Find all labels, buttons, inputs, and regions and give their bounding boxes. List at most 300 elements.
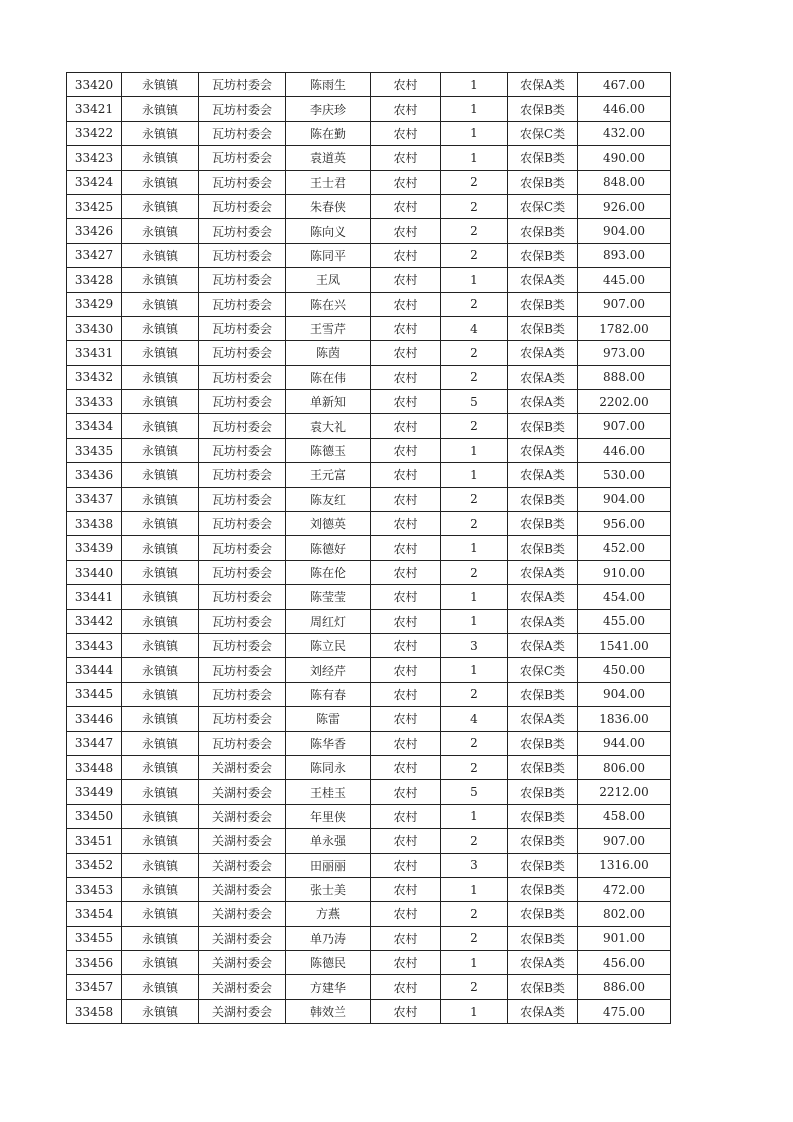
name-cell: 陈莹莹 (286, 585, 371, 609)
category-cell: 农保A类 (508, 633, 578, 657)
id-cell: 33442 (67, 609, 122, 633)
town-cell: 永镇镇 (122, 170, 199, 194)
household-size-cell: 1 (441, 268, 508, 292)
id-cell: 33446 (67, 707, 122, 731)
table-row (67, 146, 671, 170)
table-row (67, 438, 671, 462)
category-cell: 农保B类 (508, 536, 578, 560)
name-cell: 陈在勤 (286, 121, 371, 145)
name-cell: 陈华香 (286, 731, 371, 755)
name-cell: 王凤 (286, 268, 371, 292)
id-cell: 33455 (67, 926, 122, 950)
table-row (67, 194, 671, 218)
id-cell: 33438 (67, 512, 122, 536)
category-cell: 农保B类 (508, 512, 578, 536)
town-cell: 永镇镇 (122, 829, 199, 853)
area-type-cell: 农村 (371, 121, 441, 145)
town-cell: 永镇镇 (122, 438, 199, 462)
area-type-cell: 农村 (371, 268, 441, 292)
amount-cell: 907.00 (578, 414, 671, 438)
name-cell: 韩效兰 (286, 999, 371, 1023)
table-row (67, 853, 671, 877)
table-row (67, 487, 671, 511)
id-cell: 33432 (67, 365, 122, 389)
table-row (67, 926, 671, 950)
id-cell: 33451 (67, 829, 122, 853)
table-row (67, 975, 671, 999)
amount-cell: 454.00 (578, 585, 671, 609)
amount-cell: 806.00 (578, 755, 671, 779)
household-size-cell: 2 (441, 219, 508, 243)
household-size-cell: 2 (441, 902, 508, 926)
name-cell: 陈雷 (286, 707, 371, 731)
category-cell: 农保B类 (508, 414, 578, 438)
village-cell: 关湖村委会 (199, 853, 286, 877)
area-type-cell: 农村 (371, 438, 441, 462)
id-cell: 33424 (67, 170, 122, 194)
area-type-cell: 农村 (371, 877, 441, 901)
amount-cell: 802.00 (578, 902, 671, 926)
village-cell: 关湖村委会 (199, 804, 286, 828)
id-cell: 33425 (67, 194, 122, 218)
area-type-cell: 农村 (371, 609, 441, 633)
table-row (67, 951, 671, 975)
household-size-cell: 2 (441, 414, 508, 438)
table-row (67, 341, 671, 365)
household-size-cell: 4 (441, 316, 508, 340)
id-cell: 33420 (67, 73, 122, 97)
village-cell: 瓦坊村委会 (199, 609, 286, 633)
id-cell: 33426 (67, 219, 122, 243)
category-cell: 农保B类 (508, 219, 578, 243)
name-cell: 王士君 (286, 170, 371, 194)
village-cell: 瓦坊村委会 (199, 682, 286, 706)
id-cell: 33456 (67, 951, 122, 975)
name-cell: 陈同永 (286, 755, 371, 779)
village-cell: 关湖村委会 (199, 951, 286, 975)
amount-cell: 458.00 (578, 804, 671, 828)
village-cell: 关湖村委会 (199, 755, 286, 779)
household-size-cell: 3 (441, 633, 508, 657)
amount-cell: 904.00 (578, 682, 671, 706)
amount-cell: 886.00 (578, 975, 671, 999)
table-row (67, 292, 671, 316)
area-type-cell: 农村 (371, 853, 441, 877)
household-size-cell: 2 (441, 341, 508, 365)
town-cell: 永镇镇 (122, 121, 199, 145)
id-cell: 33444 (67, 658, 122, 682)
village-cell: 关湖村委会 (199, 902, 286, 926)
category-cell: 农保C类 (508, 121, 578, 145)
id-cell: 33436 (67, 463, 122, 487)
category-cell: 农保A类 (508, 463, 578, 487)
household-size-cell: 1 (441, 463, 508, 487)
table-row (67, 682, 671, 706)
id-cell: 33457 (67, 975, 122, 999)
household-size-cell: 3 (441, 853, 508, 877)
household-size-cell: 2 (441, 975, 508, 999)
name-cell: 王雪芹 (286, 316, 371, 340)
category-cell: 农保C类 (508, 658, 578, 682)
household-size-cell: 2 (441, 487, 508, 511)
id-cell: 33429 (67, 292, 122, 316)
area-type-cell: 农村 (371, 804, 441, 828)
category-cell: 农保B类 (508, 243, 578, 267)
town-cell: 永镇镇 (122, 512, 199, 536)
id-cell: 33427 (67, 243, 122, 267)
town-cell: 永镇镇 (122, 877, 199, 901)
town-cell: 永镇镇 (122, 853, 199, 877)
name-cell: 陈向义 (286, 219, 371, 243)
village-cell: 瓦坊村委会 (199, 707, 286, 731)
area-type-cell: 农村 (371, 463, 441, 487)
amount-cell: 432.00 (578, 121, 671, 145)
name-cell: 袁道英 (286, 146, 371, 170)
amount-cell: 456.00 (578, 951, 671, 975)
area-type-cell: 农村 (371, 365, 441, 389)
area-type-cell: 农村 (371, 97, 441, 121)
village-cell: 瓦坊村委会 (199, 219, 286, 243)
area-type-cell: 农村 (371, 512, 441, 536)
area-type-cell: 农村 (371, 975, 441, 999)
category-cell: 农保A类 (508, 585, 578, 609)
amount-cell: 944.00 (578, 731, 671, 755)
village-cell: 瓦坊村委会 (199, 121, 286, 145)
name-cell: 陈友红 (286, 487, 371, 511)
town-cell: 永镇镇 (122, 682, 199, 706)
village-cell: 瓦坊村委会 (199, 365, 286, 389)
town-cell: 永镇镇 (122, 194, 199, 218)
category-cell: 农保B类 (508, 804, 578, 828)
area-type-cell: 农村 (371, 682, 441, 706)
area-type-cell: 农村 (371, 316, 441, 340)
town-cell: 永镇镇 (122, 219, 199, 243)
amount-cell: 893.00 (578, 243, 671, 267)
table-row (67, 414, 671, 438)
name-cell: 陈德民 (286, 951, 371, 975)
id-cell: 33445 (67, 682, 122, 706)
table-row (67, 780, 671, 804)
household-size-cell: 1 (441, 999, 508, 1023)
name-cell: 方建华 (286, 975, 371, 999)
area-type-cell: 农村 (371, 755, 441, 779)
id-cell: 33443 (67, 633, 122, 657)
category-cell: 农保B类 (508, 316, 578, 340)
village-cell: 瓦坊村委会 (199, 73, 286, 97)
table-row (67, 219, 671, 243)
town-cell: 永镇镇 (122, 146, 199, 170)
village-cell: 瓦坊村委会 (199, 146, 286, 170)
village-cell: 关湖村委会 (199, 829, 286, 853)
name-cell: 陈立民 (286, 633, 371, 657)
name-cell: 袁大礼 (286, 414, 371, 438)
town-cell: 永镇镇 (122, 658, 199, 682)
category-cell: 农保B类 (508, 780, 578, 804)
amount-cell: 907.00 (578, 829, 671, 853)
household-size-cell: 1 (441, 804, 508, 828)
town-cell: 永镇镇 (122, 316, 199, 340)
table-row (67, 999, 671, 1023)
id-cell: 33421 (67, 97, 122, 121)
town-cell: 永镇镇 (122, 755, 199, 779)
name-cell: 陈在伦 (286, 560, 371, 584)
town-cell: 永镇镇 (122, 292, 199, 316)
household-size-cell: 1 (441, 877, 508, 901)
id-cell: 33449 (67, 780, 122, 804)
name-cell: 陈同平 (286, 243, 371, 267)
area-type-cell: 农村 (371, 146, 441, 170)
town-cell: 永镇镇 (122, 780, 199, 804)
name-cell: 王桂玉 (286, 780, 371, 804)
id-cell: 33440 (67, 560, 122, 584)
household-size-cell: 2 (441, 755, 508, 779)
amount-cell: 910.00 (578, 560, 671, 584)
town-cell: 永镇镇 (122, 926, 199, 950)
town-cell: 永镇镇 (122, 414, 199, 438)
table-row (67, 707, 671, 731)
household-size-cell: 1 (441, 146, 508, 170)
name-cell: 陈有春 (286, 682, 371, 706)
household-size-cell: 2 (441, 731, 508, 755)
category-cell: 农保B类 (508, 853, 578, 877)
village-cell: 瓦坊村委会 (199, 268, 286, 292)
amount-cell: 1541.00 (578, 633, 671, 657)
name-cell: 陈在伟 (286, 365, 371, 389)
household-size-cell: 4 (441, 707, 508, 731)
household-size-cell: 2 (441, 194, 508, 218)
household-size-cell: 1 (441, 97, 508, 121)
category-cell: 农保B类 (508, 97, 578, 121)
id-cell: 33441 (67, 585, 122, 609)
amount-cell: 1782.00 (578, 316, 671, 340)
area-type-cell: 农村 (371, 926, 441, 950)
table-row (67, 268, 671, 292)
area-type-cell: 农村 (371, 658, 441, 682)
town-cell: 永镇镇 (122, 609, 199, 633)
record-table (66, 72, 671, 1024)
area-type-cell: 农村 (371, 341, 441, 365)
village-cell: 瓦坊村委会 (199, 341, 286, 365)
table-row (67, 755, 671, 779)
amount-cell: 926.00 (578, 194, 671, 218)
household-size-cell: 1 (441, 658, 508, 682)
town-cell: 永镇镇 (122, 633, 199, 657)
table-row (67, 609, 671, 633)
household-size-cell: 1 (441, 438, 508, 462)
household-size-cell: 5 (441, 780, 508, 804)
id-cell: 33423 (67, 146, 122, 170)
table-row (67, 73, 671, 97)
id-cell: 33434 (67, 414, 122, 438)
village-cell: 瓦坊村委会 (199, 170, 286, 194)
village-cell: 关湖村委会 (199, 780, 286, 804)
table-row (67, 877, 671, 901)
area-type-cell: 农村 (371, 292, 441, 316)
name-cell: 王元富 (286, 463, 371, 487)
village-cell: 关湖村委会 (199, 926, 286, 950)
category-cell: 农保A类 (508, 365, 578, 389)
category-cell: 农保B类 (508, 731, 578, 755)
household-size-cell: 1 (441, 585, 508, 609)
amount-cell: 490.00 (578, 146, 671, 170)
amount-cell: 475.00 (578, 999, 671, 1023)
village-cell: 瓦坊村委会 (199, 97, 286, 121)
area-type-cell: 农村 (371, 731, 441, 755)
name-cell: 刘经芹 (286, 658, 371, 682)
table-row (67, 97, 671, 121)
village-cell: 瓦坊村委会 (199, 463, 286, 487)
village-cell: 瓦坊村委会 (199, 560, 286, 584)
table-row (67, 633, 671, 657)
household-size-cell: 5 (441, 390, 508, 414)
village-cell: 瓦坊村委会 (199, 658, 286, 682)
village-cell: 瓦坊村委会 (199, 243, 286, 267)
category-cell: 农保A类 (508, 390, 578, 414)
table-row (67, 658, 671, 682)
town-cell: 永镇镇 (122, 707, 199, 731)
table-row (67, 585, 671, 609)
id-cell: 33430 (67, 316, 122, 340)
category-cell: 农保A类 (508, 707, 578, 731)
town-cell: 永镇镇 (122, 951, 199, 975)
category-cell: 农保B类 (508, 682, 578, 706)
town-cell: 永镇镇 (122, 560, 199, 584)
amount-cell: 446.00 (578, 97, 671, 121)
id-cell: 33453 (67, 877, 122, 901)
category-cell: 农保B类 (508, 487, 578, 511)
name-cell: 刘德英 (286, 512, 371, 536)
amount-cell: 450.00 (578, 658, 671, 682)
village-cell: 关湖村委会 (199, 877, 286, 901)
town-cell: 永镇镇 (122, 73, 199, 97)
table-body (67, 73, 671, 1024)
table-row (67, 536, 671, 560)
amount-cell: 530.00 (578, 463, 671, 487)
amount-cell: 452.00 (578, 536, 671, 560)
household-size-cell: 2 (441, 926, 508, 950)
town-cell: 永镇镇 (122, 243, 199, 267)
village-cell: 瓦坊村委会 (199, 292, 286, 316)
id-cell: 33422 (67, 121, 122, 145)
amount-cell: 2202.00 (578, 390, 671, 414)
name-cell: 田丽丽 (286, 853, 371, 877)
village-cell: 瓦坊村委会 (199, 536, 286, 560)
id-cell: 33452 (67, 853, 122, 877)
area-type-cell: 农村 (371, 414, 441, 438)
name-cell: 单乃涛 (286, 926, 371, 950)
area-type-cell: 农村 (371, 536, 441, 560)
area-type-cell: 农村 (371, 560, 441, 584)
area-type-cell: 农村 (371, 73, 441, 97)
name-cell: 陈在兴 (286, 292, 371, 316)
table-row (67, 902, 671, 926)
table-row (67, 365, 671, 389)
id-cell: 33458 (67, 999, 122, 1023)
category-cell: 农保B类 (508, 755, 578, 779)
table-row (67, 121, 671, 145)
village-cell: 瓦坊村委会 (199, 731, 286, 755)
town-cell: 永镇镇 (122, 268, 199, 292)
id-cell: 33435 (67, 438, 122, 462)
area-type-cell: 农村 (371, 219, 441, 243)
name-cell: 方燕 (286, 902, 371, 926)
area-type-cell: 农村 (371, 170, 441, 194)
amount-cell: 2212.00 (578, 780, 671, 804)
town-cell: 永镇镇 (122, 804, 199, 828)
id-cell: 33431 (67, 341, 122, 365)
amount-cell: 973.00 (578, 341, 671, 365)
town-cell: 永镇镇 (122, 390, 199, 414)
amount-cell: 1836.00 (578, 707, 671, 731)
category-cell: 农保A类 (508, 73, 578, 97)
id-cell: 33428 (67, 268, 122, 292)
amount-cell: 904.00 (578, 487, 671, 511)
household-size-cell: 1 (441, 536, 508, 560)
category-cell: 农保B类 (508, 170, 578, 194)
table-row (67, 243, 671, 267)
category-cell: 农保B类 (508, 877, 578, 901)
category-cell: 农保B类 (508, 829, 578, 853)
table-row (67, 731, 671, 755)
area-type-cell: 农村 (371, 585, 441, 609)
household-size-cell: 2 (441, 560, 508, 584)
category-cell: 农保A类 (508, 609, 578, 633)
town-cell: 永镇镇 (122, 97, 199, 121)
town-cell: 永镇镇 (122, 365, 199, 389)
area-type-cell: 农村 (371, 707, 441, 731)
amount-cell: 901.00 (578, 926, 671, 950)
town-cell: 永镇镇 (122, 341, 199, 365)
town-cell: 永镇镇 (122, 487, 199, 511)
area-type-cell: 农村 (371, 633, 441, 657)
area-type-cell: 农村 (371, 951, 441, 975)
area-type-cell: 农村 (371, 902, 441, 926)
town-cell: 永镇镇 (122, 731, 199, 755)
area-type-cell: 农村 (371, 243, 441, 267)
village-cell: 关湖村委会 (199, 999, 286, 1023)
id-cell: 33450 (67, 804, 122, 828)
area-type-cell: 农村 (371, 390, 441, 414)
village-cell: 瓦坊村委会 (199, 512, 286, 536)
name-cell: 朱春侠 (286, 194, 371, 218)
category-cell: 农保B类 (508, 926, 578, 950)
table-row (67, 170, 671, 194)
village-cell: 瓦坊村委会 (199, 585, 286, 609)
table-row (67, 829, 671, 853)
amount-cell: 455.00 (578, 609, 671, 633)
table-row (67, 316, 671, 340)
amount-cell: 848.00 (578, 170, 671, 194)
village-cell: 关湖村委会 (199, 975, 286, 999)
amount-cell: 445.00 (578, 268, 671, 292)
table-row (67, 804, 671, 828)
amount-cell: 956.00 (578, 512, 671, 536)
name-cell: 陈德玉 (286, 438, 371, 462)
household-size-cell: 1 (441, 73, 508, 97)
amount-cell: 888.00 (578, 365, 671, 389)
category-cell: 农保A类 (508, 341, 578, 365)
category-cell: 农保B类 (508, 975, 578, 999)
village-cell: 瓦坊村委会 (199, 194, 286, 218)
name-cell: 陈雨生 (286, 73, 371, 97)
household-size-cell: 1 (441, 121, 508, 145)
village-cell: 瓦坊村委会 (199, 633, 286, 657)
household-size-cell: 1 (441, 951, 508, 975)
household-size-cell: 2 (441, 829, 508, 853)
area-type-cell: 农村 (371, 829, 441, 853)
amount-cell: 1316.00 (578, 853, 671, 877)
amount-cell: 467.00 (578, 73, 671, 97)
